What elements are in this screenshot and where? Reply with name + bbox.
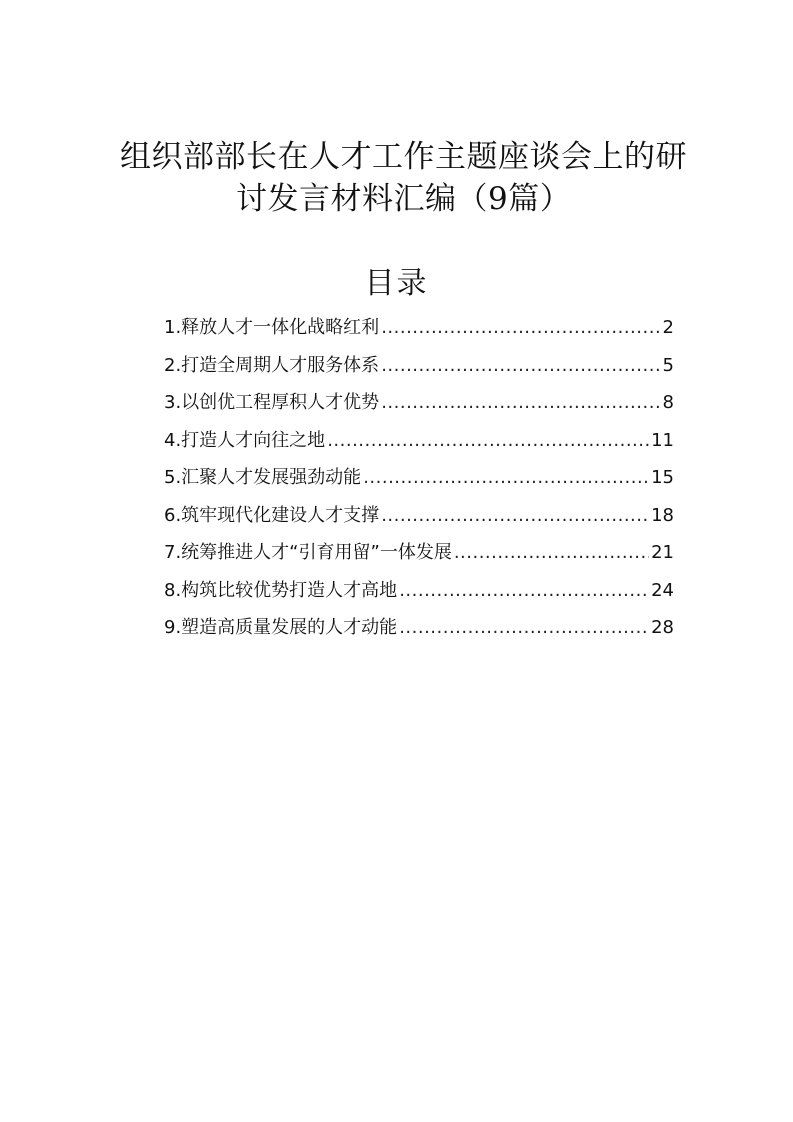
toc-page-number: 24: [651, 579, 674, 601]
toc-page-number: 11: [651, 429, 674, 451]
toc-page-number: 8: [662, 392, 674, 413]
toc-entry-title: 5.汇聚人才发展强劲动能: [164, 467, 362, 488]
toc-leader-dots: [399, 609, 649, 647]
toc-leader-dots: [454, 534, 649, 572]
toc-entry-title: 9.塑造高质量发展的人才动能: [164, 617, 398, 638]
toc-leader-dots: [381, 497, 649, 535]
document-title: [120, 136, 687, 220]
toc-entry-3[interactable]: [164, 384, 674, 422]
toc-entry-title: 6.筑牢现代化建设人才支撑: [164, 504, 380, 526]
document-title-line-1: 组织部部长在人才工作主题座谈会上的研: [120, 139, 687, 175]
toc-entry-title: 8.构筑比较优势打造人才高地: [164, 579, 398, 601]
toc-page-number: 5: [662, 354, 674, 376]
toc-leader-dots: [399, 572, 649, 610]
toc-entry-title: 1.释放人才一体化战略红利: [164, 317, 380, 338]
toc-leader-dots: [381, 384, 660, 422]
toc-entry-title: 4.打造人才向往之地: [164, 429, 326, 451]
toc-page-number: 28: [651, 617, 674, 638]
toc-leader-dots: [381, 309, 660, 347]
table-of-contents: [164, 309, 674, 647]
toc-page-number: 21: [651, 542, 674, 563]
toc-entry-2[interactable]: [164, 347, 674, 385]
toc-entry-1[interactable]: [164, 309, 674, 347]
toc-entry-4[interactable]: [164, 422, 674, 460]
toc-entry-title: 2.打造全周期人才服务体系: [164, 354, 380, 376]
toc-leader-dots: [327, 422, 649, 460]
toc-page-number: 2: [662, 317, 674, 338]
document-title-line-2: 讨发言材料汇编（9篇）: [236, 181, 572, 217]
toc-entry-9[interactable]: [164, 609, 674, 647]
toc-heading: 目录: [364, 266, 429, 301]
toc-leader-dots: [363, 459, 649, 497]
toc-page-number: 15: [651, 467, 674, 488]
toc-entry-title: 3.以创优工程厚积人才优势: [164, 392, 380, 413]
toc-page-number: 18: [651, 504, 674, 526]
toc-entry-title: 7.统筹推进人才“引育用留”一体发展: [164, 542, 452, 563]
toc-entry-5[interactable]: [164, 459, 674, 497]
toc-entry-8[interactable]: [164, 572, 674, 610]
toc-entry-6[interactable]: [164, 497, 674, 535]
toc-entry-7[interactable]: [164, 534, 674, 572]
toc-leader-dots: [381, 347, 660, 385]
